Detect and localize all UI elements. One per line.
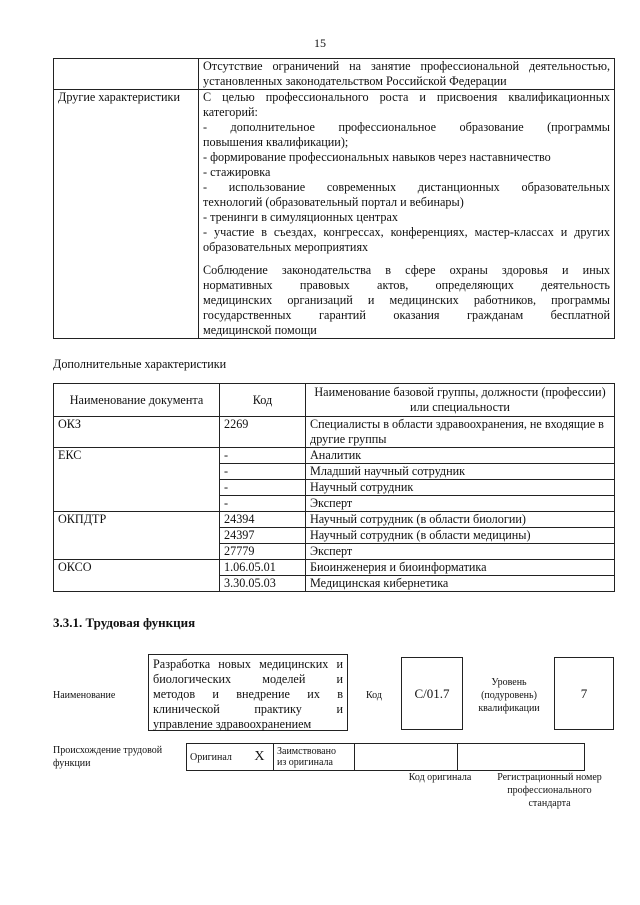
paragraph-gap [203, 255, 610, 263]
header-code: Код [220, 384, 306, 417]
text-line: - участие в съездах, конгрессах, конференциях, мастер-классах и других [203, 225, 610, 239]
characteristic-text [199, 90, 615, 339]
text-line: Уровень [491, 677, 527, 688]
document-name-cell: ЕКС [54, 448, 220, 512]
name-label: Наименование [53, 690, 116, 701]
text-line: Заимствовано [277, 746, 336, 757]
code-cell: 24397 [220, 528, 306, 544]
group-name-cell: Специалисты в области здравоохранения, не входящие в другие группы [306, 417, 615, 448]
qualification-level-label [468, 676, 550, 715]
text-line: Регистрационный номер [497, 772, 602, 783]
text-line: Соблюдение законодательства в сфере охраны здоровья и иных [203, 263, 610, 277]
original-cell [187, 744, 274, 771]
group-name-cell: Младший научный сотрудник [306, 464, 615, 480]
group-name-cell: Аналитик [306, 448, 615, 464]
text-line: функции [53, 758, 91, 769]
text-line: - формирование профессиональных навыков через наставничество [203, 150, 551, 164]
characteristics-row [54, 90, 615, 339]
text-line: - тренинги в симуляционных центрах [203, 210, 398, 224]
reg-number-cell [458, 744, 585, 771]
page-number: 15 [314, 36, 326, 50]
characteristics-table [53, 58, 615, 339]
document-name-cell: ОКПДТР [54, 512, 220, 560]
group-name-cell: Научный сотрудник (в области медицины) [306, 528, 615, 544]
code-cell: 1.06.05.01 [220, 560, 306, 576]
header-document: Наименование документа [54, 384, 220, 417]
table-row [54, 417, 615, 448]
text-line: Происхождение трудовой [53, 745, 163, 756]
table-row [54, 512, 615, 528]
text-line: - дополнительное профессиональное образование (программы [203, 120, 610, 134]
origin-label [53, 744, 186, 770]
text-line: повышения квалификации); [203, 135, 349, 149]
text-line: - стажировка [203, 165, 271, 179]
origin-table [186, 743, 585, 771]
group-name-cell: Медицинская кибернетика [306, 576, 615, 592]
original-label: Оригинал [190, 752, 232, 763]
group-name-cell: Эксперт [306, 544, 615, 560]
table-row [54, 560, 615, 576]
text-line: управление здравоохранением [153, 717, 312, 731]
characteristics-row [54, 59, 615, 90]
original-mark: X [254, 749, 265, 764]
group-name-cell: Биоинженерия и биоинформатика [306, 560, 615, 576]
function-code-box: С/01.7 [401, 657, 463, 730]
code-cell: - [220, 480, 306, 496]
characteristic-label [54, 59, 199, 90]
text-line: профессионального [507, 785, 592, 796]
table-row [54, 448, 615, 464]
text-line: из оригинала [277, 757, 333, 768]
characteristic-text [199, 59, 615, 90]
text-line: медицинских организаций и медицинских работников, программы [203, 293, 610, 307]
code-cell: 27779 [220, 544, 306, 560]
code-cell: - [220, 464, 306, 480]
code-cell: 24394 [220, 512, 306, 528]
borrowed-from-original-cell [274, 744, 355, 771]
text-line: С целью профессионального роста и присвоения квалификационных [203, 90, 610, 104]
text-line: Разработка новых медицинских и [153, 657, 343, 671]
text-line: образовательных мероприятиях [203, 240, 369, 254]
header-group-name: Наименование базовой группы, должности (профессии) или специальности [306, 384, 615, 417]
function-name-box [148, 654, 348, 731]
code-cell: 3.30.05.03 [220, 576, 306, 592]
code-original-label: Код оригинала [408, 772, 472, 783]
additional-characteristics-caption: Дополнительные характеристики [53, 357, 227, 371]
code-label: Код [366, 690, 382, 701]
text-line: биологических моделей и [153, 672, 343, 686]
text-line: категорий: [203, 105, 258, 119]
text-line: технологий (образовательный портал и вебинары) [203, 195, 464, 209]
text-line: методов и внедрение их в [153, 687, 343, 701]
text-line: (подуровень) [481, 690, 537, 701]
code-cell: 2269 [220, 417, 306, 448]
text-line: Отсутствие ограничений на занятие профессиональной деятельностью, [203, 59, 610, 73]
text-line: стандарта [528, 798, 571, 809]
additional-characteristics-table [53, 383, 615, 592]
table-header-row [54, 384, 615, 417]
text-line: нормативных правовых актов, определяющих деятельность [203, 278, 610, 292]
text-line: квалификации [478, 703, 540, 714]
reg-number-label [482, 771, 617, 810]
text-line: государственных гарантий оказания гражданам бесплатной [203, 308, 610, 322]
characteristic-label: Другие характеристики [54, 90, 199, 339]
text-line: - использование современных дистанционных образовательных [203, 180, 610, 194]
group-name-cell: Научный сотрудник (в области биологии) [306, 512, 615, 528]
code-cell: - [220, 448, 306, 464]
text-line: установленных законодательством Российской Федерации [203, 74, 507, 88]
code-original-cell [355, 744, 458, 771]
text-line: клинической практику и [153, 702, 343, 716]
group-name-cell: Научный сотрудник [306, 480, 615, 496]
labor-function-heading: 3.3.1. Трудовая функция [53, 615, 196, 630]
group-name-cell: Эксперт [306, 496, 615, 512]
qualification-level-box: 7 [554, 657, 614, 730]
document-name-cell: ОКЗ [54, 417, 220, 448]
document-name-cell: ОКСО [54, 560, 220, 592]
code-cell: - [220, 496, 306, 512]
text-line: медицинской помощи [203, 323, 317, 337]
